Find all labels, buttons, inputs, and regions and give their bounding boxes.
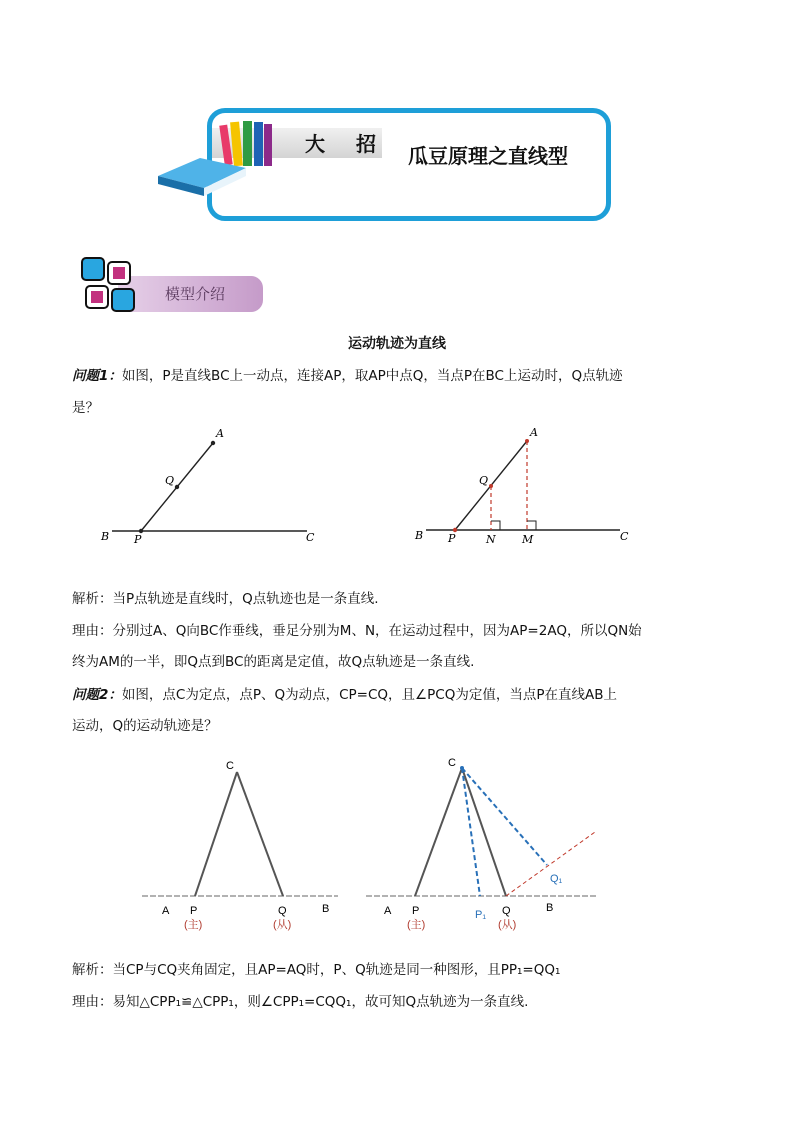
q2-reason: 理由：易知△CPP₁≌△CPP₁，则∠CPP₁=CQQ₁，故可知Q点轨迹为一条直线. — [72, 994, 529, 1010]
label-p1: P₁ — [475, 909, 487, 921]
label-a: A — [162, 905, 170, 917]
banner-title: 瓜豆原理之直线型 — [408, 144, 568, 168]
label-slave: (从) — [273, 919, 292, 931]
label-slave: (从) — [498, 919, 517, 931]
q1-label: 问题1： — [72, 368, 122, 384]
label-c: C — [226, 760, 234, 772]
label-c: C — [448, 757, 456, 769]
label-q: Q — [502, 905, 511, 917]
trajectory-q — [506, 832, 595, 896]
label-q: Q — [479, 474, 489, 487]
label-p: P — [134, 533, 142, 546]
label-b: B — [322, 903, 330, 915]
label-a: A — [216, 427, 224, 440]
label-p: P — [448, 532, 456, 545]
segment-cp — [415, 768, 462, 896]
label-master: (主) — [184, 919, 203, 931]
label-q: Q — [278, 905, 287, 917]
segment-cq — [462, 768, 506, 896]
q2-label: 问题2： — [72, 687, 122, 703]
section-label: 模型介绍 — [165, 285, 226, 303]
q2-body: 如图，点C为定点，点P、Q为动点，CP=CQ，且∠PCQ为定值，当点P在直线AB上 — [121, 687, 617, 703]
q1-body: 如图，P是直线BC上一动点，连接AP，取AP中点Q，当点P在BC上运动时，Q点轨迹 — [121, 368, 623, 384]
q1-text-line2: 是？ — [72, 400, 99, 416]
label-c: C — [306, 531, 315, 544]
heading: 运动轨迹为直线 — [348, 336, 446, 352]
label-master: (主) — [407, 919, 426, 931]
segment-cp1 — [462, 768, 480, 896]
banner-label: 大 招 — [305, 132, 388, 156]
label-n: N — [486, 533, 496, 546]
label-b: B — [415, 529, 424, 542]
label-c: C — [620, 530, 629, 543]
label-a: A — [384, 905, 392, 917]
point-c — [460, 766, 464, 770]
q2-text-line2: 运动，Q的运动轨迹是？ — [72, 718, 218, 734]
label-b: B — [546, 902, 554, 914]
label-p: P — [412, 905, 420, 917]
q1-reason-line2: 终为AM的一半，即Q点到BC的距离是定值，故Q点轨迹是一条直线. — [72, 654, 475, 670]
q2-answer: 解析：当CP与CQ夹角固定，且AP=AQ时，P、Q轨迹是同一种图形，且PP₁=QQ₁ — [72, 962, 561, 978]
segment-cq1 — [462, 768, 547, 865]
q1-answer: 解析：当P点轨迹是直线时，Q点轨迹也是一条直线. — [72, 591, 379, 607]
label-b: B — [101, 530, 110, 543]
label-q: Q — [165, 474, 175, 487]
label-a: A — [530, 426, 538, 439]
label-p: P — [190, 905, 198, 917]
label-q1: Q₁ — [550, 873, 563, 885]
q1-reason-line1: 理由：分别过A、Q向BC作垂线，垂足分别为M、N，在运动过程中，因为AP=2AQ，所以QN始 — [72, 623, 642, 639]
label-m: M — [522, 533, 534, 546]
